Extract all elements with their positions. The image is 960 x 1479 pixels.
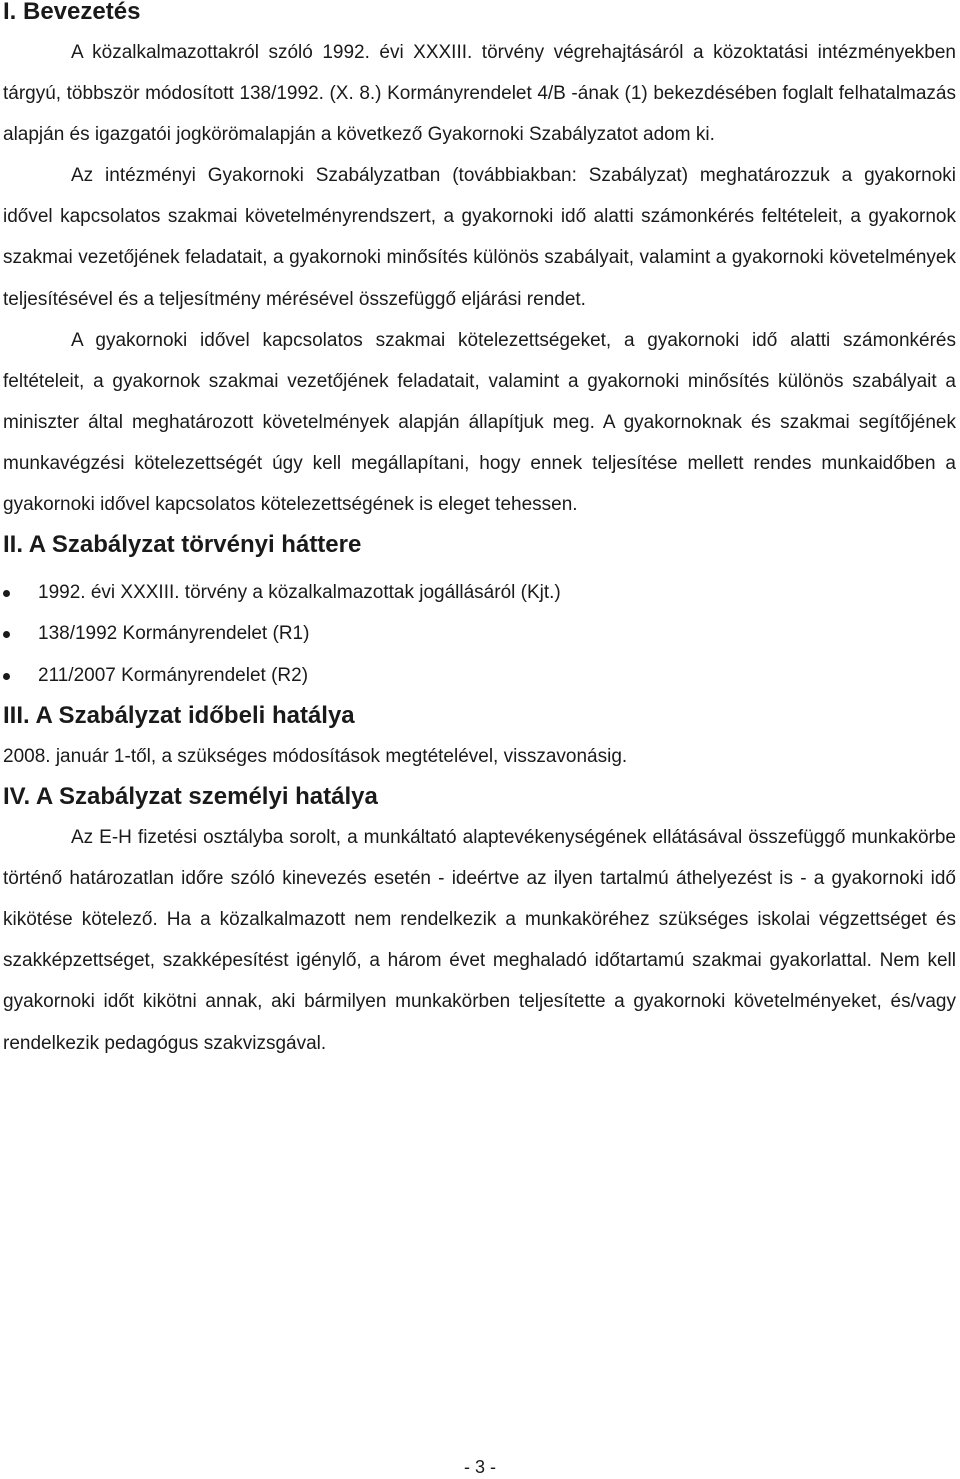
- page-number: - 3 -: [463, 1457, 496, 1477]
- legal-background-list: [3, 572, 956, 696]
- list-item: [3, 655, 956, 696]
- bullet-icon: [3, 590, 10, 597]
- list-item-text: 211/2007 Kormányrendelet (R2): [38, 664, 309, 686]
- list-item: [3, 613, 956, 654]
- section-heading-personal-scope: IV. A Szabályzat személyi hatálya: [3, 783, 378, 811]
- document-content: [3, 0, 956, 1064]
- intro-paragraph-2: Az intézményi Gyakornoki Szabályzatban (továbbiakban: Szabályzat) meghatározzuk a gyakornoki idővel kapcsolatos szakmai követelményrendszert, a gyakornoki idő alatti számonkérés feltételeit, a gyakornok szakmai vezetőjének feladatait, a gyakornoki minősítés különös szabályait, valamint a gyakornoki követelmények teljesítésével és a teljesítmény mérésével összefüggő eljárási rendet.: [3, 165, 956, 310]
- bullet-icon: [3, 673, 10, 680]
- bullet-icon: [3, 631, 10, 638]
- intro-paragraph-1: A közalkalmazottakról szóló 1992. évi XXXIII. törvény végrehajtásáról a közoktatási intézményekben tárgyú, többször módosított 138/1992. (X. 8.) Kormányrendelet 4/B -ának (1) bekezdésében foglalt felhatalmazás alapján és igazgatói jogkörömalapján a következő Gyakornoki Szabályzatot adom ki.: [3, 42, 956, 146]
- list-item-text: 1992. évi XXXIII. törvény a közalkalmazottak jogállásáról (Kjt.): [38, 582, 561, 604]
- section-heading-introduction: I. Bevezetés: [3, 0, 141, 25]
- list-item: [3, 572, 956, 613]
- section-heading-temporal-scope: III. A Szabályzat időbeli hatálya: [3, 702, 355, 730]
- section-heading-legal-background: II. A Szabályzat törvényi háttere: [3, 531, 362, 559]
- personal-scope-text: Az E-H fizetési osztályba sorolt, a munkáltató alaptevékenységének ellátásával összefüggő munkakörbe történő határozatlan időre szóló kinevezés esetén - ideértve az ilyen tartalmú áthelyezést is - a gyakornoki idő kikötése kötelező. Ha a közalkalmazott nem rendelkezik a munkaköréhez szükséges iskolai végzettséget és szakképzettséget, szakképesítést igénylő, a három évet meghaladó időtartamú szakmai gyakorlattal. Nem kell gyakornoki időt kikötni annak, aki bármilyen munkakörben teljesítette a gyakornoki követelményeket, és/vagy rendelkezik pedagógus szakvizsgával.: [3, 827, 956, 1054]
- temporal-scope-text: 2008. január 1-től, a szükséges módosítások megtételével, visszavonásig.: [3, 746, 628, 768]
- intro-paragraph-3: A gyakornoki idővel kapcsolatos szakmai kötelezettségeket, a gyakornoki idő alatti számonkérés feltételeit, a gyakornok szakmai vezetőjének feladatait, valamint a gyakornoki minősítés különös szabályait a miniszter által meghatározott követelmények alapján állapítjuk meg. A gyakornoknak és szakmai segítőjének munkavégzési kötelezettségét úgy kell megállapítani, hogy ennek teljesítése mellett rendes munkaidőben a gyakornoki idővel kapcsolatos kötelezettségének is eleget tehessen.: [3, 329, 956, 516]
- list-item-text: 138/1992 Kormányrendelet (R1): [38, 623, 310, 645]
